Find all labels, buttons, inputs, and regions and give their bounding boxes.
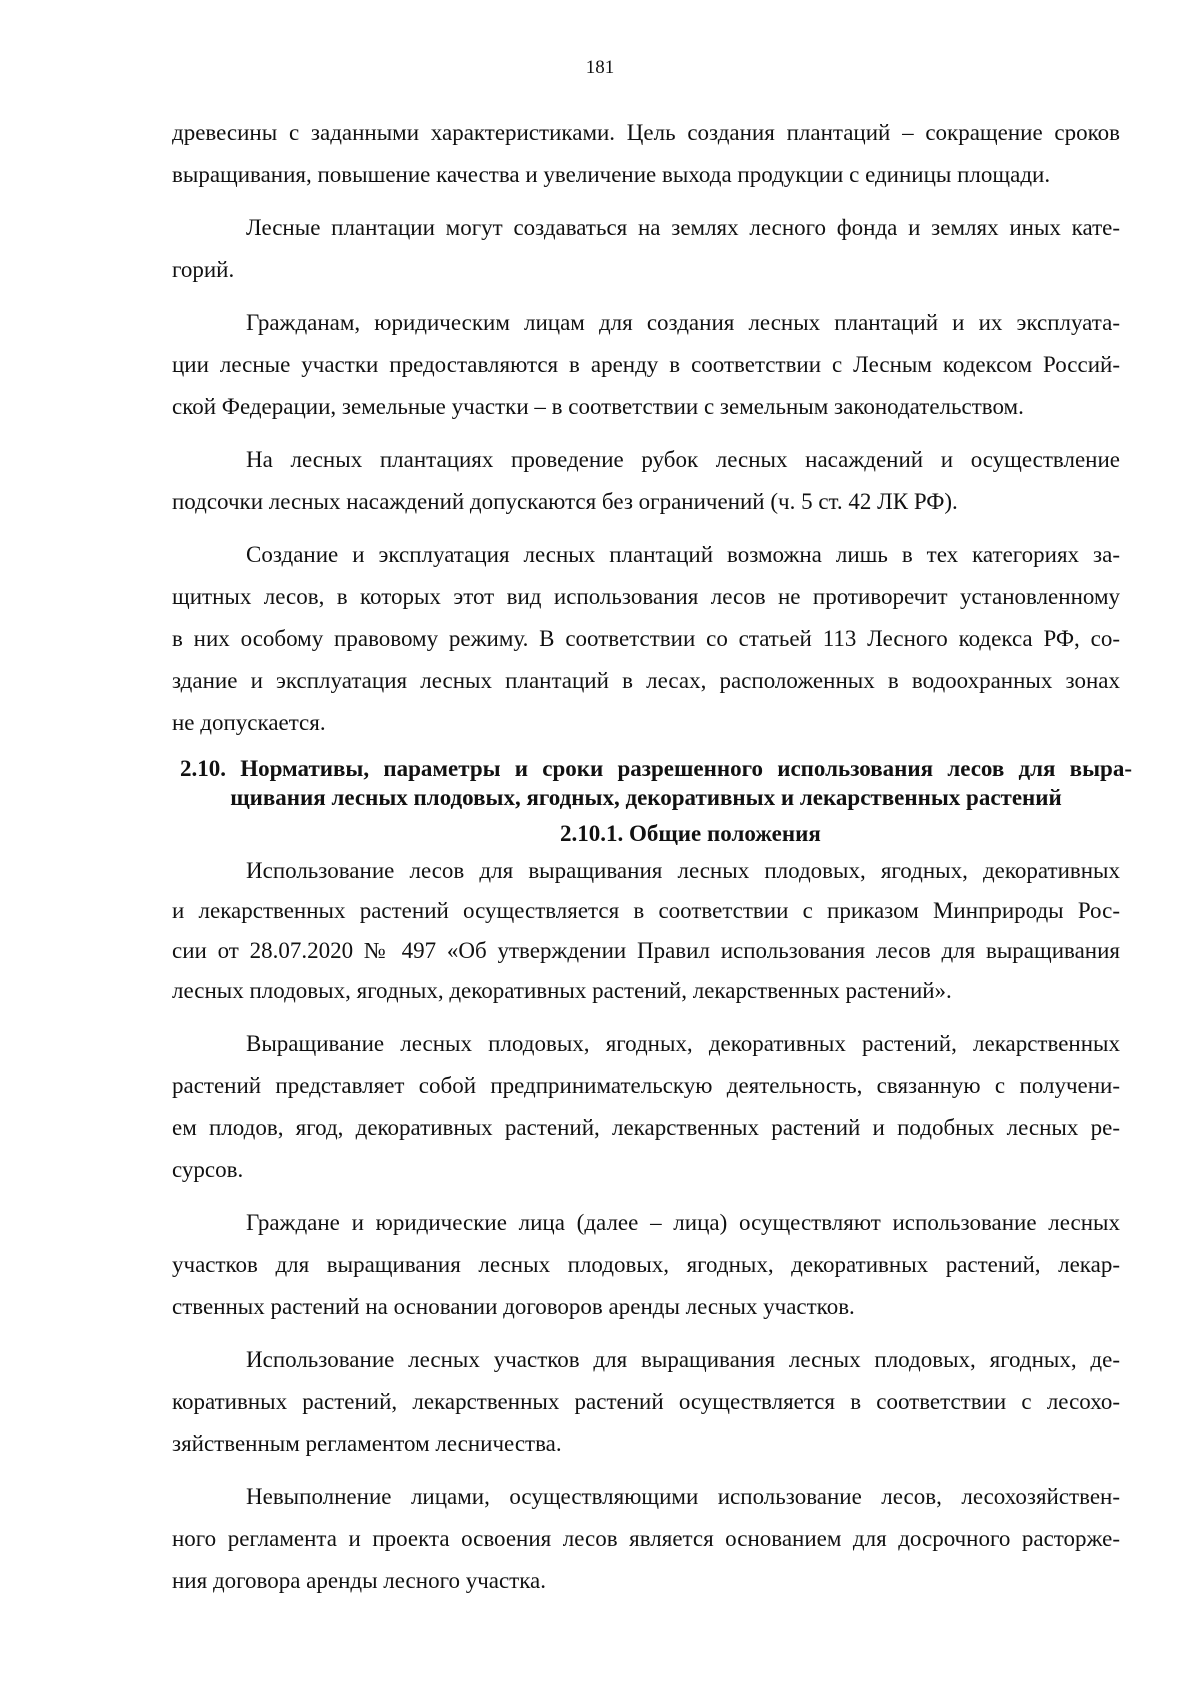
paragraph-line: ственных растений на основании договоров аренды лесных участков. [172,1294,855,1319]
paragraph-line: ем плодов, ягод, декоративных растений, лекарственных растений и подобных лесных ре- [172,1115,1120,1140]
paragraph [172,1339,1120,1465]
paragraph-line: здание и эксплуатация лесных плантаций в лесах, расположенных в водоохранных зонах [172,668,1120,693]
paragraph-line: Невыполнение лицами, осуществляющими использование лесов, лесохозяйствен- [246,1484,1120,1509]
section-heading-line: 2.10. Нормативы, параметры и сроки разрешенного использования лесов для выра- [180,756,1132,781]
paragraph [172,1023,1120,1191]
paragraph [172,112,1120,196]
paragraph-line: Гражданам, юридическим лицам для создания лесных плантаций и их эксплуата- [246,310,1120,335]
paragraph [172,1476,1120,1602]
paragraph-line: ской Федерации, земельные участки – в соответствии с земельным законодательством. [172,394,1024,419]
section-heading [172,754,1132,812]
paragraph-line: На лесных плантациях проведение рубок лесных насаждений и осуществление [246,447,1120,472]
paragraph-line: Граждане и юридические лица (далее – лица) осуществляют использование лесных [246,1210,1120,1235]
paragraph-line: Создание и эксплуатация лесных плантаций возможна лишь в тех категориях за- [246,542,1120,567]
paragraph-line: участков для выращивания лесных плодовых, ягодных, декоративных растений, лекар- [172,1252,1120,1277]
paragraph-line: ного регламента и проекта освоения лесов является основанием для досрочного расторже- [172,1526,1120,1551]
paragraph [172,1202,1120,1328]
paragraph-line: зяйственным регламентом лесничества. [172,1431,562,1456]
paragraph-line: сурсов. [172,1157,244,1182]
page-content [172,112,1132,1602]
paragraph [172,852,1120,1012]
body-text-after-heading [172,852,1120,1602]
paragraph-line: в них особому правовому режиму. В соответствии со статьей 113 Лесного кодекса РФ, со- [172,626,1120,651]
paragraph-line: ния договора аренды лесного участка. [172,1568,547,1593]
paragraph-line: древесины с заданными характеристиками. Цель создания плантаций – сокращение сроков [172,120,1120,145]
paragraph [172,439,1120,523]
paragraph [172,302,1120,428]
page-number: 181 [585,57,615,78]
paragraph-line: растений представляет собой предпринимательскую деятельность, связанную с получени- [172,1073,1120,1098]
paragraph [172,534,1120,744]
section-heading-line: щивания лесных плодовых, ягодных, декоративных и лекарственных растений [230,785,1062,810]
paragraph-line: выращивания, повышение качества и увеличение выхода продукции с единицы площади. [172,162,1051,187]
paragraph-line: Выращивание лесных плодовых, ягодных, декоративных растений, лекарственных [246,1031,1120,1056]
paragraph-line: Использование лесных участков для выращивания лесных плодовых, ягодных, де- [246,1347,1120,1372]
paragraph-line: не допускается. [172,710,326,735]
paragraph-line: сии от 28.07.2020 № 497 «Об утверждении Правил использования лесов для выращивания [172,938,1120,963]
paragraph [172,207,1120,291]
paragraph-line: коративных растений, лекарственных растений осуществляется в соответствии с лесохо- [172,1389,1120,1414]
paragraph-line: лесных плодовых, ягодных, декоративных растений, лекарственных растений». [172,978,952,1003]
body-text-before-heading [172,112,1120,744]
paragraph-line: Лесные плантации могут создаваться на землях лесного фонда и землях иных кате- [246,215,1120,240]
subsection-heading: 2.10.1. Общие положения [560,821,821,846]
paragraph-line: подсочки лесных насаждений допускаются без ограничений (ч. 5 ст. 42 ЛК РФ). [172,489,958,514]
paragraph-line: щитных лесов, в которых этот вид использования лесов не противоречит установленному [172,584,1120,609]
paragraph-line: горий. [172,257,235,282]
paragraph-line: и лекарственных растений осуществляется в соответствии с приказом Минприроды Рос- [172,898,1120,923]
paragraph-line: Использование лесов для выращивания лесных плодовых, ягодных, декоративных [246,858,1120,883]
paragraph-line: ции лесные участки предоставляются в аренду в соответствии с Лесным кодексом Россий- [172,352,1120,377]
